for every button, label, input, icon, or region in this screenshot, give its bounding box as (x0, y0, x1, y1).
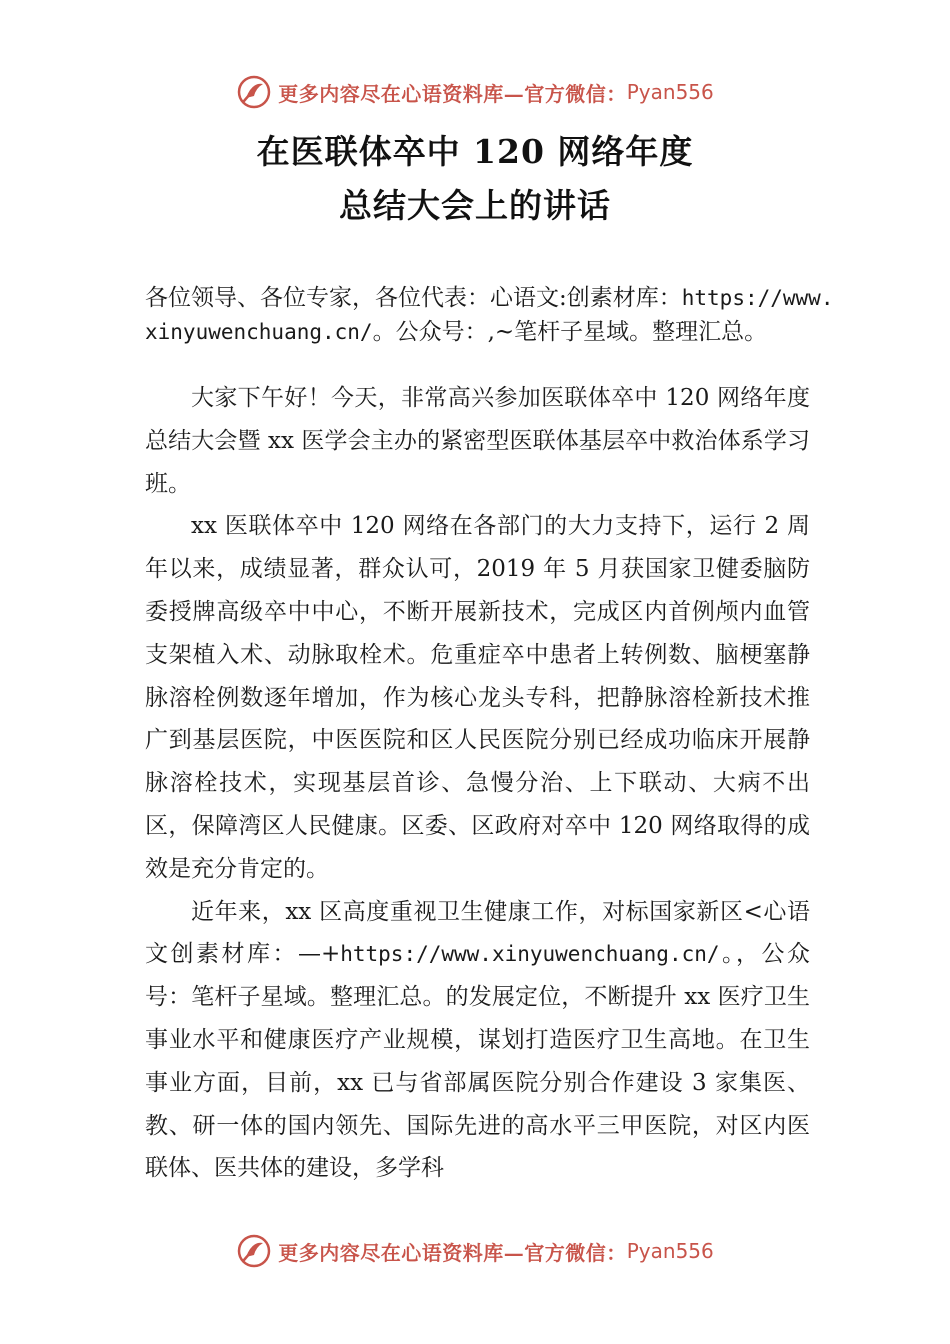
header-banner-contact: Pyan556 (626, 80, 714, 104)
header-banner-text: 更多内容尽在心语资料库—官方微信： (278, 81, 627, 106)
footer-banner (0, 1229, 950, 1273)
paragraph-development-text: 近年来，xx 区高度重视卫生健康工作，对标国家新区<心语文创素材库：—+ (145, 898, 810, 968)
brand-logo-icon (236, 74, 272, 110)
document-body (145, 377, 810, 1190)
paragraph-development-suffix: 。，公众号：笔杆子星域。整理汇总。的发展定位，不断提升 xx 医疗卫生事业水平和健康医疗产业规模，谋划打造医疗卫生高地。在卫生事业方面，目前，xx 已与省部属医院分别合作建设 3 家集医、教、研一体的国内领先、国际先进的高水平三甲医院，对区内医联体、医共体的建设，多学科 (145, 941, 810, 1182)
footer-banner-contact: Pyan556 (626, 1239, 714, 1263)
paragraph-development (145, 891, 810, 1191)
salutation-text: 各位领导、各位专家，各位代表：心语文:创素材库： (145, 285, 682, 311)
brand-logo-icon (236, 1233, 272, 1269)
salutation-url: https://www.xinyuwenchuang.cn/ (145, 286, 834, 344)
paragraph-development-url: https://www.xinyuwenchuang.cn/ (340, 942, 720, 967)
footer-banner-text: 更多内容尽在心语资料库—官方微信： (278, 1240, 627, 1265)
salutation-suffix: 。公众号：,~笔杆子星域。整理汇总。 (372, 319, 768, 345)
header-banner (0, 70, 950, 114)
document-title-line-2: 总结大会上的讲话 (339, 186, 611, 225)
paragraph-greeting: 大家下午好！今天，非常高兴参加医联体卒中 120 网络年度总结大会暨 xx 医学会主办的紧密型医联体基层卒中救治体系学习班。 (145, 385, 810, 497)
document-title-line-1: 在医联体卒中 120 网络年度 (256, 132, 694, 171)
paragraph-achievements: xx 医联体卒中 120 网络在各部门的大力支持下，运行 2 周年以来，成绩显著，群众认可，2019 年 5 月获国家卫健委脑防委授牌高级卒中中心，不断开展新技术，完成区内首例颅内血管支架植入术、动脉取栓术。危重症卒中患者上转例数、脑梗塞静脉溶栓例数逐年增加，作为核心龙头专科，把静脉溶栓新技术推广到基层医院，中医医院和区人民医院分别已经成功临床开展静脉溶栓技术，实现基层首诊、急慢分治、上下联动、大病不出区，保障湾区人民健康。区委、区政府对卒中 120 网络取得的成效是充分肯定的。 (145, 513, 810, 882)
salutation (145, 281, 835, 349)
